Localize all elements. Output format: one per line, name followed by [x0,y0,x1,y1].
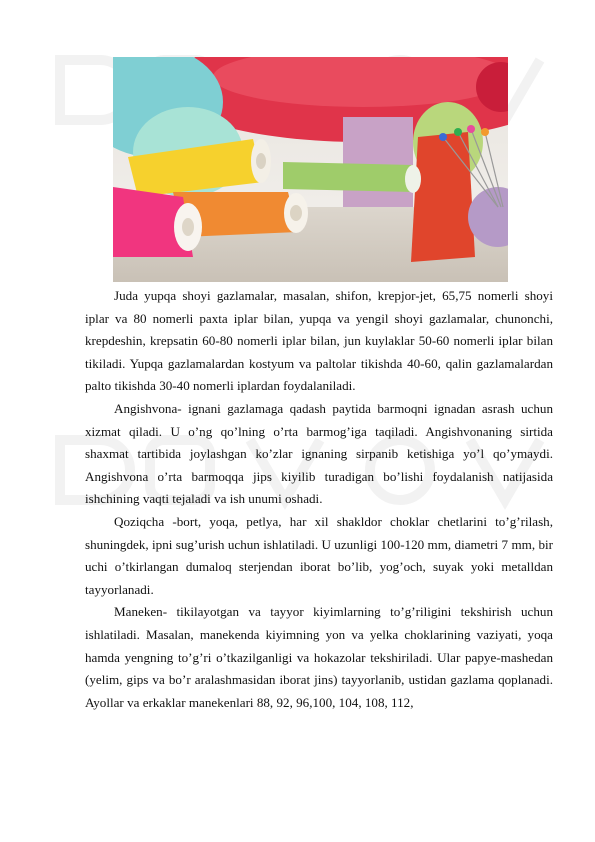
paragraph: Angishvona- ignani gazlamaga qadash paytida barmoqni ignadan asrash uchun xizmat qiladi. U o’ng qo’lning o’rta barmog’iga taqiladi. Angishvonaning sirtida shaxmat tartibida joylashgan ko’zlar ignaning sirpanib ketishiga yo’l qo’ymaydi. Angishvona o’rta barmoqqa jips kiyilib turadigan bo’lishi foydalanish natijasida ishchining vaqti tejaladi va ish unumi oshadi. [85,400,553,507]
paragraph: Qoziqcha -bort, yoqa, petlya, har xil shakldor choklar chetlarini to’g’rilash, shuningdek, ipni sug’urish uchun ishlatiladi. U uzunligi 100-120 mm, diametri 7 mm, bir uchi o’tkirlangan dumaloq sterjendan iborat bo’lib, yog’och, suyak yoki metalldan tayyorlanadi. [85,513,553,597]
paragraph: Maneken- tikilayotgan va tayyor kiyimlarning to’g’riligini tekshirish uchun ishlatiladi. Masalan, manekenda kiyimning yon va yelka choklarining vaziyati, yoqa hamda yengning to’g’ri o’tkazilganligi va hokazolar tekshiriladi. Ular papye-mashedan (yelim, gips va bo’r aralashmasidan iborat jins) tayyorlanib, ustidan gazlama qoplanadi. Ayollar va erkaklar manekenlari 88, 92, 96,100, 104, 108, 112, [85,604,553,710]
body-text [85,285,553,714]
thread-spools-icon [113,57,508,282]
paragraph: Juda yupqa shoyi gazlamalar, masalan, shifon, krepjor-jet, 65,75 nomerli shoyi iplar va 80 nomerli paxta iplar bilan, yupqa va yengil shoyi gazlamalar, chunonchi, krepdeshin, krepsatin 60-80 nomerli iplar bilan, jun kuylaklar 50-60 nomerli iplar bilan tikiladi. Yupqa gazlamalardan kostyum va paltolar tikishda 40-60, qalin gazlamalardan palto tikishda 30-40 nomerli iplardan foydalaniladi. [85,288,553,394]
thread-spools-photo [113,57,508,282]
